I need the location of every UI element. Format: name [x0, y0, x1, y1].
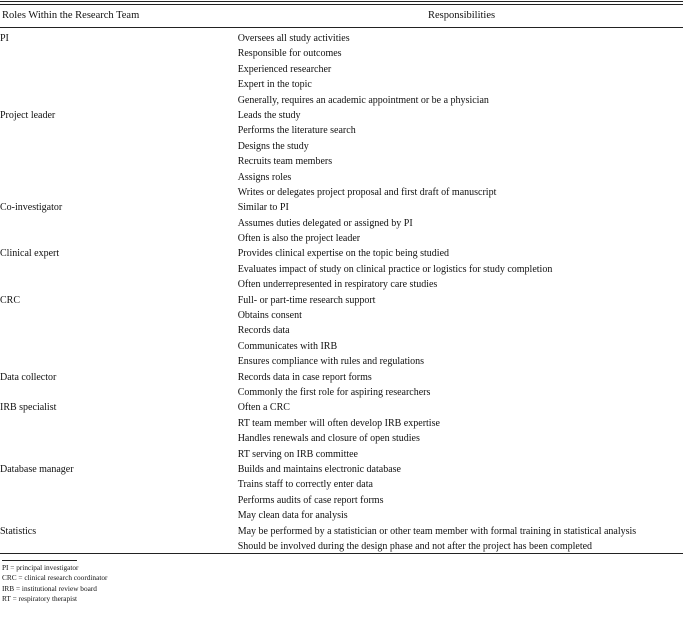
table-top-rule-2 [0, 4, 683, 5]
responsibility-item: Commonly the first role for aspiring researchers [237, 386, 431, 398]
table-bottom-rule [0, 553, 683, 554]
role-cell: Statistics [0, 525, 37, 537]
table-row [0, 31, 683, 108]
responsibility-item: Often is also the project leader [237, 233, 361, 245]
role-cell: Co-investigator [0, 202, 63, 214]
responsibility-item: Experienced researcher [237, 63, 332, 75]
footnotes [2, 563, 107, 604]
responsibility-item: Communicates with IRB [237, 340, 338, 352]
responsibility-item: May be performed by a statistician or other team member with formal training in statistical analysis [237, 525, 637, 537]
responsibilities-cell [238, 200, 683, 246]
role-cell: Project leader [0, 109, 56, 121]
table-row [0, 108, 683, 200]
responsibility-item: Should be involved during the design phase and not after the project has been completed [237, 540, 593, 552]
responsibility-item: Designs the study [237, 140, 309, 152]
responsibility-item: Provides clinical expertise on the topic being studied [237, 248, 450, 260]
responsibility-item: Ensures compliance with rules and regulations [237, 356, 425, 368]
footnote: IRB = institutional review board [2, 583, 97, 593]
responsibility-item: Evaluates impact of study on clinical practice or logistics for study completion [237, 263, 553, 275]
footnote: RT = respiratory therapist [2, 593, 78, 603]
responsibility-item: Oversees all study activities [237, 33, 350, 44]
responsibility-item: Responsible for outcomes [237, 48, 342, 60]
responsibilities-cell [238, 246, 683, 292]
table-row [0, 246, 683, 292]
roles-table-body [0, 31, 683, 554]
responsibility-item: Records data [237, 325, 290, 337]
footnote-rule [2, 560, 77, 561]
responsibility-item: Full- or part-time research support [237, 294, 376, 306]
header-rule [0, 27, 683, 28]
responsibility-item: Assigns roles [237, 171, 292, 183]
table-row [0, 370, 683, 401]
responsibilities-cell [238, 524, 683, 555]
responsibility-item: Performs the literature search [237, 125, 356, 137]
table-row [0, 293, 683, 370]
roles-table [0, 31, 683, 554]
responsibilities-cell [238, 31, 683, 108]
responsibility-item: Trains staff to correctly enter data [237, 479, 373, 491]
responsibility-item: RT serving on IRB committee [237, 448, 358, 460]
responsibility-item: Builds and maintains electronic database [237, 463, 401, 475]
responsibility-item: Records data in case report forms [237, 371, 372, 383]
table-row [0, 400, 683, 462]
role-cell: Clinical expert [0, 248, 60, 260]
responsibility-item: May clean data for analysis [237, 510, 348, 522]
responsibility-item: Similar to PI [237, 202, 289, 214]
table-row [0, 524, 683, 555]
responsibility-item: Handles renewals and closure of open studies [237, 433, 420, 445]
responsibility-item: Leads the study [237, 109, 301, 121]
responsibilities-cell [238, 370, 683, 401]
footnote: CRC = clinical research coordinator [2, 573, 108, 583]
table-row [0, 200, 683, 246]
responsibility-item: Often underrepresented in respiratory care studies [237, 279, 438, 291]
column-header-roles: Roles Within the Research Team [2, 10, 140, 21]
responsibility-item: Performs audits of case report forms [237, 494, 384, 506]
responsibility-item: Often a CRC [237, 402, 290, 414]
table-row [0, 462, 683, 524]
responsibilities-cell [238, 400, 683, 462]
responsibility-item: RT team member will often develop IRB expertise [237, 417, 440, 429]
role-cell: PI [0, 33, 9, 44]
footnote: PI = principal investigator [2, 563, 79, 572]
responsibility-item: Obtains consent [237, 310, 302, 322]
role-cell: CRC [0, 294, 21, 306]
column-header-responsibilities: Responsibilities [428, 10, 496, 21]
responsibilities-cell [238, 108, 683, 200]
role-cell: Database manager [0, 463, 74, 475]
responsibility-item: Writes or delegates project proposal and first draft of manuscript [237, 186, 497, 198]
responsibility-item: Generally, requires an academic appointment or be a physician [237, 94, 489, 106]
role-cell: Data collector [0, 371, 57, 383]
responsibility-item: Assumes duties delegated or assigned by PI [237, 217, 413, 229]
role-cell: IRB specialist [0, 402, 57, 414]
responsibilities-cell [238, 462, 683, 524]
responsibilities-cell [238, 293, 683, 370]
responsibility-item: Expert in the topic [237, 79, 312, 91]
table-top-rule [0, 1, 683, 2]
responsibility-item: Recruits team members [237, 156, 333, 168]
